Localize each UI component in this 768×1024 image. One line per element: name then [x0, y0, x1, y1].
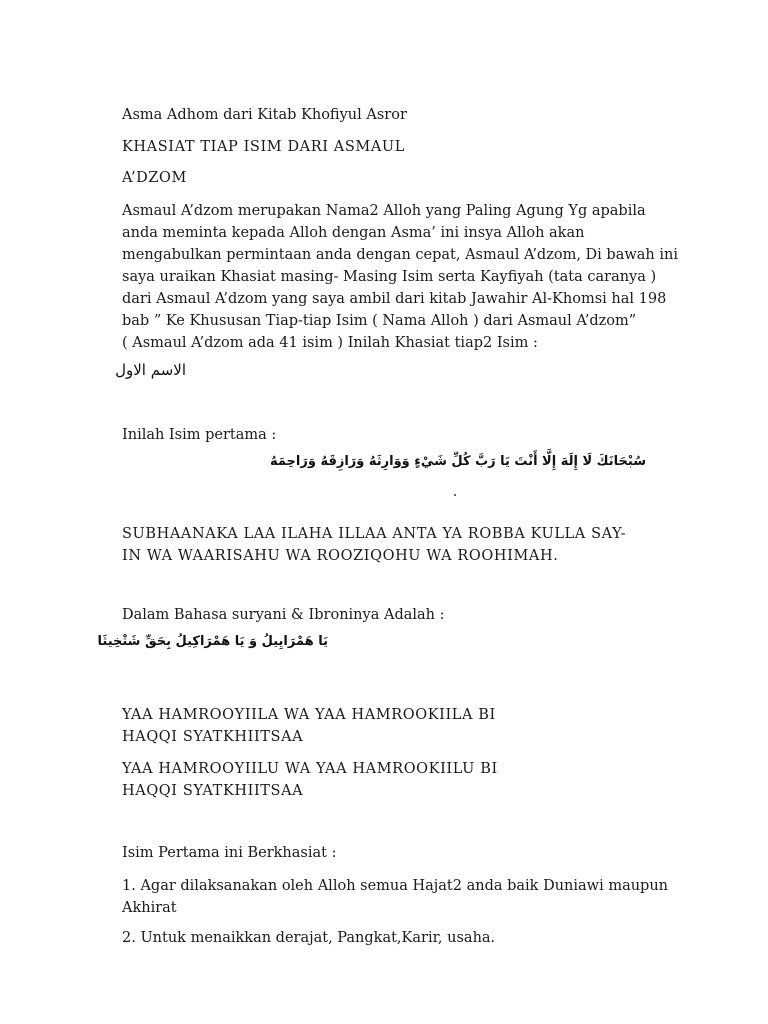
intro-line: ( Asmaul A’dzom ada 41 isim ) Inilah Khasiat tiap2 Isim :: [122, 335, 538, 351]
transliteration-line: YAA HAMROOYIILU WA YAA HAMROOKIILU BI: [122, 761, 498, 777]
khasiat-list: [122, 875, 669, 919]
arabic-isim-text: سُبْحَانَكَ لَا إِلَهَ إِلَّا أَنْتَ يَا رَبَّ كُلِّ شَيْءٍ وَوَارِثَهُ وَرَازِقَهُ وَرَاحِمَهُ: [269, 454, 646, 469]
khasiat-item: 1. Agar dilaksanakan oleh Alloh semua Hajat2 anda baik Duniawi maupun: [122, 878, 669, 894]
transliteration-line: IN WA WAARISAHU WA ROOZIQOHU WA ROOHIMAH.: [122, 548, 559, 564]
stray-dot: [454, 494, 456, 496]
suryani-intro: Dalam Bahasa suryani & Ibroninya Adalah :: [122, 607, 445, 623]
transliteration-1: [122, 523, 652, 567]
intro-line: mengabulkan permintaan anda dengan cepat, Asmaul A’dzom, Di bawah ini: [122, 247, 678, 263]
intro-line: saya uraikan Khasiat masing- Masing Isim serta Kayfiyah (tata caranya ): [122, 269, 657, 285]
arabic-heading: الاسم الاول: [115, 361, 186, 379]
document-header-title: Asma Adhom dari Kitab Khofiyul Asror: [122, 107, 407, 123]
khasiat-intro: Isim Pertama ini Berkhasiat :: [122, 845, 337, 861]
isim-intro: Inilah Isim pertama :: [122, 427, 277, 443]
intro-line: dari Asmaul A’dzom yang saya ambil dari kitab Jawahir Al-Khomsi hal 198: [122, 291, 667, 307]
intro-paragraph: [122, 200, 678, 354]
transliteration-line: HAQQI SYATKHIITSAA: [122, 729, 304, 745]
transliteration-line: SUBHAANAKA LAA ILAHA ILLAA ANTA YA ROBBA KULLA SAY-: [122, 526, 627, 542]
transliteration-2: [122, 704, 652, 748]
intro-line: bab ” Ke Khususan Tiap-tiap Isim ( Nama Alloh ) dari Asmaul A’dzom”: [122, 313, 637, 329]
khasiat-item: Akhirat: [122, 900, 177, 916]
transliteration-3: [122, 758, 652, 802]
intro-line: Asmaul A’dzom merupakan Nama2 Alloh yang Paling Agung Yg apabila: [122, 203, 646, 219]
arabic-suryani-text: يَا هَمْرَايِيلُ وَ يَا هَمْرَاكِيلُ بِحَقِّ شَتْخِيثَا: [97, 634, 328, 649]
khasiat-item: 2. Untuk menaikkan derajat, Pangkat,Karir, usaha.: [122, 930, 496, 946]
heading-line-1: KHASIAT TIAP ISIM DARI ASMAUL: [122, 139, 405, 155]
heading-line-2: A’DZOM: [122, 170, 187, 186]
intro-line: anda meminta kepada Alloh dengan Asma’ ini insya Alloh akan: [122, 225, 585, 241]
transliteration-line: YAA HAMROOYIILA WA YAA HAMROOKIILA BI: [122, 707, 496, 723]
transliteration-line: HAQQI SYATKHIITSAA: [122, 783, 304, 799]
